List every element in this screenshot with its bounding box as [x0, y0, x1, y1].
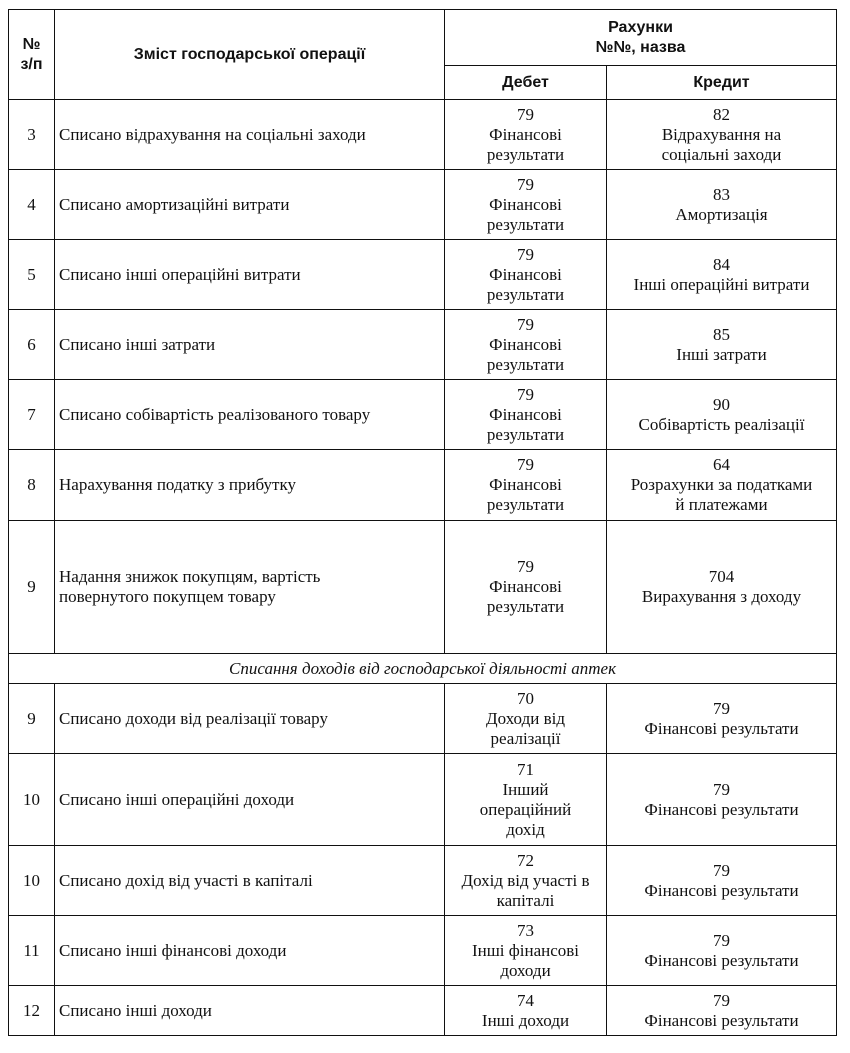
credit-account — [607, 170, 837, 240]
debit-account-line: 73 — [517, 920, 534, 940]
table-row — [9, 684, 837, 754]
credit-account — [607, 684, 837, 754]
operation-description-line: Списано відрахування на соціальні заходи — [59, 124, 366, 144]
table-row — [9, 310, 837, 380]
debit-account-line: реалізації — [490, 728, 561, 748]
table-row — [9, 846, 837, 916]
credit-account-line: соціальні заходи — [661, 144, 782, 164]
operation-description — [55, 380, 445, 450]
debit-account-line: результати — [486, 424, 565, 444]
credit-account-line: Інші затрати — [676, 344, 767, 364]
table-row — [9, 916, 837, 986]
debit-account-line: 79 — [517, 104, 534, 124]
debit-account — [445, 916, 607, 986]
header-number-abbrev: з/п — [20, 55, 43, 73]
operation-description-line: Списано інші фінансові доходи — [59, 940, 287, 960]
debit-account-line: 79 — [517, 174, 534, 194]
row-number: 4 — [9, 170, 55, 240]
debit-account-line: Дохід від участі в — [461, 870, 590, 890]
table-row — [9, 170, 837, 240]
credit-account-line: Вирахування з доходу — [641, 587, 802, 606]
header-debit: Дебет — [445, 66, 607, 100]
debit-account-line: результати — [486, 354, 565, 374]
table-row — [9, 754, 837, 846]
credit-account-line: 90 — [713, 394, 730, 414]
row-number: 5 — [9, 240, 55, 310]
debit-account-line: результати — [486, 284, 565, 304]
operation-description-line: Списано амортизаційні витрати — [59, 194, 290, 214]
debit-account — [445, 846, 607, 916]
credit-account-line: 83 — [713, 184, 730, 204]
table-row — [9, 450, 837, 521]
debit-account-line: Фінансові — [489, 404, 562, 424]
table-row — [9, 380, 837, 450]
credit-account — [607, 754, 837, 846]
debit-account-line: Фінансові — [489, 264, 562, 284]
row-number: 3 — [9, 100, 55, 170]
table-row — [9, 240, 837, 310]
credit-account — [607, 916, 837, 986]
credit-account-line: 82 — [713, 104, 730, 124]
operation-description — [55, 916, 445, 986]
credit-account-line: 704 — [708, 567, 735, 586]
header-number-column — [9, 10, 55, 100]
credit-account-line: 79 — [713, 930, 730, 950]
debit-account-line: Фінансові — [489, 475, 562, 494]
table-row — [9, 986, 837, 1036]
credit-account-line: Фінансові результати — [644, 880, 799, 900]
accounting-entries-table — [8, 9, 837, 1036]
credit-account-line: 85 — [713, 324, 730, 344]
row-number: 9 — [9, 521, 55, 654]
debit-account-line: капіталі — [496, 890, 555, 910]
row-number: 9 — [9, 684, 55, 754]
debit-account-line: результати — [486, 495, 565, 514]
debit-account-line: Фінансові — [489, 124, 562, 144]
credit-account-line: Фінансові результати — [644, 1010, 799, 1030]
debit-account — [445, 450, 607, 521]
credit-account — [607, 450, 837, 521]
credit-account — [607, 380, 837, 450]
operation-description — [55, 240, 445, 310]
debit-account — [445, 100, 607, 170]
credit-account-line: Фінансові результати — [644, 718, 799, 738]
credit-account-line: й платежами — [675, 495, 768, 514]
credit-account-line: 84 — [713, 254, 730, 274]
header-accounts — [445, 10, 837, 66]
debit-account-line: 79 — [517, 557, 534, 576]
debit-account — [445, 310, 607, 380]
row-number: 6 — [9, 310, 55, 380]
debit-account — [445, 986, 607, 1036]
debit-account-line: 70 — [517, 688, 534, 708]
credit-account-line: Амортизація — [675, 204, 768, 224]
operation-description — [55, 100, 445, 170]
operation-description-line: повернутого покупцем товару — [59, 587, 276, 606]
debit-account-line: Фінансові — [489, 577, 562, 596]
debit-account-line: 79 — [517, 314, 534, 334]
operation-description-line: Надання знижок покупцям, вартість — [59, 567, 321, 586]
operation-description — [55, 170, 445, 240]
debit-account-line: результати — [486, 144, 565, 164]
credit-account-line: Фінансові результати — [644, 950, 799, 970]
operation-description-line: Списано собівартість реалізованого товару — [59, 404, 371, 424]
operation-description-line: Списано доходи від реалізації товару — [59, 708, 328, 728]
debit-account-line: результати — [486, 597, 565, 616]
header-content-column: Зміст господарської операції — [55, 10, 445, 100]
debit-account — [445, 684, 607, 754]
debit-account-line: Фінансові — [489, 334, 562, 354]
debit-account — [445, 380, 607, 450]
operation-description — [55, 450, 445, 521]
debit-account-line: 72 — [517, 850, 534, 870]
operation-description — [55, 310, 445, 380]
credit-account — [607, 240, 837, 310]
header-accounts-title: Рахунки — [608, 18, 673, 36]
operation-description-line: Списано інші операційні доходи — [59, 789, 295, 809]
debit-account — [445, 754, 607, 846]
header-number-symbol: № — [22, 35, 41, 53]
debit-account-line: Інший — [502, 779, 549, 799]
credit-account — [607, 521, 837, 654]
debit-account-line: 79 — [517, 455, 534, 474]
table-row — [9, 100, 837, 170]
header-credit: Кредит — [607, 66, 837, 100]
operation-description-line: Списано дохід від участі в капіталі — [59, 870, 313, 890]
credit-account — [607, 986, 837, 1036]
credit-account-line: 79 — [713, 990, 730, 1010]
operation-description — [55, 684, 445, 754]
row-number: 12 — [9, 986, 55, 1036]
section-row — [9, 654, 837, 684]
debit-account-line: Доходи від — [486, 708, 565, 728]
credit-account-line: Собівартість реалізації — [638, 414, 805, 434]
credit-account-line: 64 — [713, 455, 730, 474]
debit-account-line: 79 — [517, 384, 534, 404]
debit-account — [445, 240, 607, 310]
credit-account-line: 79 — [713, 860, 730, 880]
row-number: 10 — [9, 846, 55, 916]
header-accounts-subtitle: №№, назва — [595, 38, 686, 56]
debit-account-line: Інші фінансові — [471, 940, 580, 960]
operation-description-line: Нарахування податку з прибутку — [59, 475, 297, 494]
operation-description — [55, 986, 445, 1036]
credit-account-line: 79 — [713, 779, 730, 799]
credit-account-line: Фінансові результати — [644, 799, 799, 819]
operation-description — [55, 754, 445, 846]
credit-account-line: Відрахування на — [661, 124, 782, 144]
row-number: 7 — [9, 380, 55, 450]
operation-description-line: Списано інші операційні витрати — [59, 264, 301, 284]
header-row-top — [9, 10, 837, 66]
section-title: Списання доходів від господарської діяльності аптек — [9, 654, 837, 684]
credit-account — [607, 310, 837, 380]
debit-account-line: 74 — [517, 990, 534, 1010]
debit-account-line: результати — [486, 214, 565, 234]
operation-description — [55, 846, 445, 916]
debit-account — [445, 170, 607, 240]
debit-account — [445, 521, 607, 654]
debit-account-line: 79 — [517, 244, 534, 264]
debit-account-line: дохід — [506, 819, 545, 839]
row-number: 11 — [9, 916, 55, 986]
table-body — [9, 100, 837, 1036]
row-number: 10 — [9, 754, 55, 846]
debit-account-line: доходи — [500, 960, 551, 980]
row-number: 8 — [9, 450, 55, 521]
credit-account — [607, 846, 837, 916]
operation-description-line: Списано інші доходи — [59, 1000, 212, 1020]
debit-account-line: Фінансові — [489, 194, 562, 214]
credit-account-line: 79 — [713, 698, 730, 718]
table-row — [9, 521, 837, 654]
debit-account-line: операційний — [479, 799, 572, 819]
operation-description-line: Списано інші затрати — [59, 334, 216, 354]
credit-account-line: Розрахунки за податками — [630, 475, 813, 494]
debit-account-line: 71 — [517, 759, 534, 779]
credit-account-line: Інші операційні витрати — [633, 274, 810, 294]
credit-account — [607, 100, 837, 170]
debit-account-line: Інші доходи — [481, 1010, 570, 1030]
operation-description — [55, 521, 445, 654]
